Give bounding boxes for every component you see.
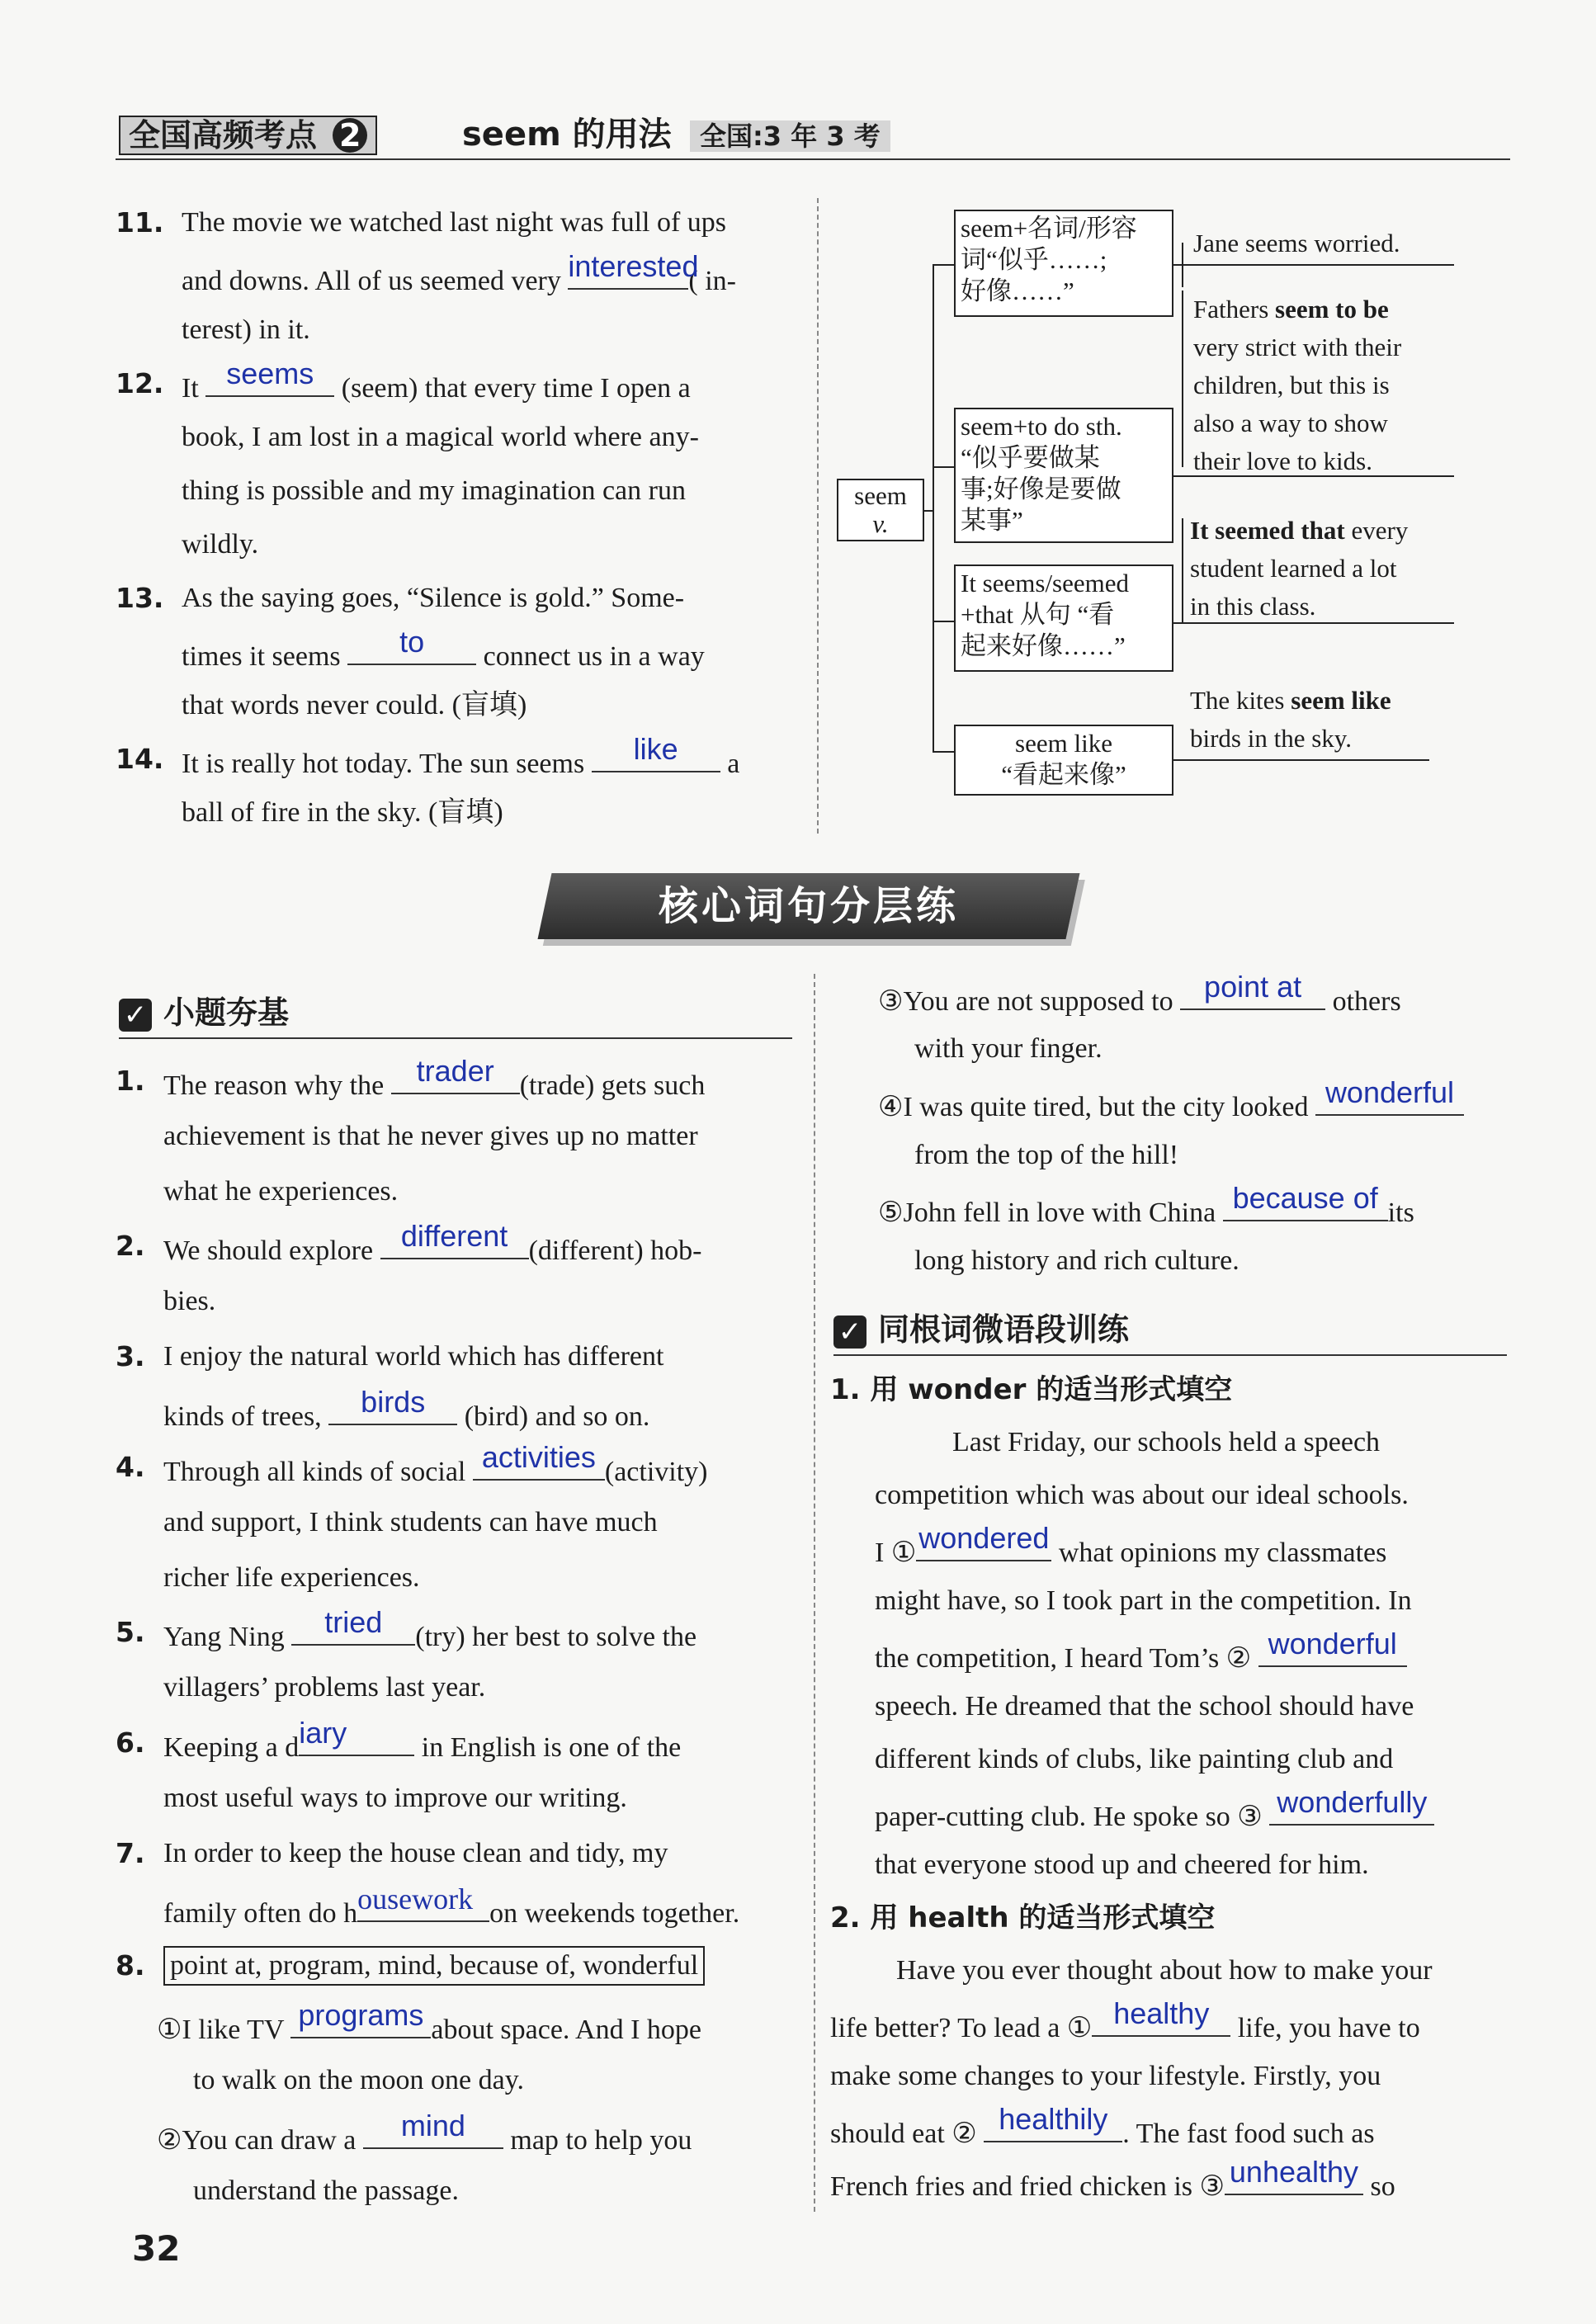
a-q8-s2c: understand the passage. <box>193 2175 459 2206</box>
branch4-ex1: The kites <box>1190 686 1285 715</box>
branch2-ex1-bold: seem to be <box>1275 295 1389 324</box>
a-q8-s1b: about space. And I hope <box>431 2015 702 2045</box>
header-tag <box>119 116 377 155</box>
a-q5-blank[interactable] <box>291 1605 415 1646</box>
b-t1-line3a: I ① <box>875 1538 917 1568</box>
q13-line2a: times it seems <box>182 641 341 672</box>
a-q8-number: 8. <box>116 1949 145 1982</box>
q13-line1: As the saying goes, “Silence is gold.” Some- <box>182 583 685 613</box>
a-q4-line2: and support, I think students can have much <box>163 1507 658 1538</box>
branch1-line2: 词“似乎……; <box>961 245 1107 274</box>
a-q8-s4-answer: wonderful <box>1324 1075 1455 1109</box>
branch1-line3: 好像……” <box>961 276 1074 305</box>
a-q1-line2: achievement is that he never gives up no matter <box>163 1121 698 1151</box>
q11-line2b: ( in- <box>688 266 736 296</box>
section-banner-title: 核心词句分层练 <box>658 883 959 929</box>
q14-answer: like <box>633 732 678 766</box>
a-q8-s5c: long history and rich culture. <box>914 1245 1239 1276</box>
a-q3-line1: I enjoy the natural world which has different <box>163 1341 664 1372</box>
q12-number: 12. <box>116 367 164 399</box>
a-q2-line1b: (different) hob- <box>528 1235 702 1266</box>
a-q8-s5b: its <box>1387 1197 1414 1228</box>
b-t2-line5a: French fries and fried chicken is ③ <box>830 2171 1225 2202</box>
q12-answer: seems <box>226 357 314 390</box>
b-t2-line3: make some changes to your lifestyle. Firstly, you <box>830 2061 1381 2091</box>
branch2-line1: seem+to do sth. <box>961 412 1122 441</box>
a-q4-line1a: Through all kinds of social <box>163 1457 466 1487</box>
b-t1-line1: Last Friday, our schools held a speech <box>952 1427 1381 1457</box>
branch2-line2: “似乎要做某 <box>961 443 1100 472</box>
a-q8-wordbox: point at, program, mind, because of, wonderful <box>163 1946 705 1986</box>
b-t1-answer1: wondered <box>918 1521 1050 1555</box>
a-q8-s1-blank[interactable] <box>290 1998 431 2038</box>
branch4-line2: “看起来像” <box>1001 760 1126 789</box>
q13-blank[interactable] <box>347 625 476 665</box>
a-q5-number: 5. <box>116 1616 145 1648</box>
a-q1-answer: trader <box>416 1054 494 1088</box>
a-q8-s4a: ④I was quite tired, but the city looked <box>878 1092 1309 1122</box>
a-q8-s4c: from the top of the hill! <box>914 1140 1179 1170</box>
q14-number: 14. <box>116 743 164 775</box>
a-q8-s5-answer: because of <box>1232 1181 1378 1215</box>
b-t1-line4: might have, so I took part in the competition. In <box>875 1585 1412 1616</box>
a-q8-s1-answer: programs <box>298 1998 424 2032</box>
branch3-line1: It seems/seemed <box>961 569 1130 598</box>
q11-line3: terest) in it. <box>182 314 310 345</box>
b-t1-line8a: paper-cutting club. He spoke so ③ <box>875 1802 1263 1832</box>
branch3-ex2: student learned a lot <box>1190 554 1397 583</box>
header-topic: seem 的用法 <box>462 116 672 154</box>
branch4-line1: seem like <box>1015 729 1112 758</box>
a-q4-answer: activities <box>481 1440 596 1474</box>
a-q2-blank[interactable] <box>380 1219 529 1259</box>
b-t1-line3b: what opinions my classmates <box>1058 1538 1387 1568</box>
branch2-ex3: children, but this is <box>1193 371 1390 399</box>
a-q4-line3: richer life experiences. <box>163 1562 420 1593</box>
a-q3-line2a: kinds of trees, <box>163 1401 322 1432</box>
q13-number: 13. <box>116 582 164 614</box>
b-t2-answer3: unhealthy <box>1229 2155 1359 2189</box>
branch4-ex2: birds in the sky. <box>1190 724 1353 753</box>
b-t1-line7: different kinds of clubs, like painting club and <box>875 1744 1394 1774</box>
mindmap-root-pos: v. <box>872 509 889 538</box>
b-t1-blank2[interactable] <box>1258 1627 1407 1667</box>
q12-line1a: It <box>182 373 199 404</box>
branch3-line2: +that 从句 “看 <box>961 600 1115 629</box>
branch3-ex1-bold: It seemed that <box>1190 516 1345 545</box>
branch4-ex1-bold: seem like <box>1291 686 1391 715</box>
a-q5-answer: tried <box>324 1605 383 1639</box>
b-t1-heading: 用 wonder 的适当形式填空 <box>870 1373 1233 1406</box>
column-divider-top <box>817 198 819 834</box>
b-t1-blank3[interactable] <box>1269 1785 1434 1826</box>
branch2-ex5: their love to kids. <box>1193 446 1372 475</box>
a-q8-s2-answer: mind <box>400 2109 465 2142</box>
a-q8-s2b: map to help you <box>510 2125 692 2156</box>
header-bar <box>116 112 1510 160</box>
b-t2-answer1: healthy <box>1113 1996 1210 2030</box>
b-t1-line5a: the competition, I heard Tom’s ② <box>875 1643 1252 1674</box>
page-number: 32 <box>132 2228 181 2269</box>
section-a-title: 小题夯基 <box>163 994 290 1031</box>
a-q8-s2a: ②You can draw a <box>157 2125 357 2156</box>
q12-blank[interactable] <box>205 357 334 397</box>
a-q3-answer: birds <box>361 1385 426 1419</box>
a-q4-number: 4. <box>116 1451 145 1483</box>
section-a-title-row <box>119 987 792 1039</box>
a-q8-s3b: others <box>1332 986 1401 1017</box>
q14-line2: ball of fire in the sky. (盲填) <box>182 797 503 828</box>
b-t2-heading: 用 health 的适当形式填空 <box>870 1901 1216 1934</box>
header-tag-text: 全国高频考点 <box>129 117 318 154</box>
a-q8-s2-blank[interactable] <box>363 2109 503 2149</box>
branch2-line4: 某事” <box>961 506 1023 535</box>
a-q7-number: 7. <box>116 1837 145 1869</box>
a-q5-line1a: Yang Ning <box>163 1622 285 1652</box>
q12-line4: wildly. <box>182 529 259 560</box>
q13-line2b: connect us in a way <box>483 641 705 672</box>
a-q6-answer: iary <box>299 1716 347 1750</box>
a-q8-s5a: ⑤John fell in love with China <box>878 1197 1216 1228</box>
a-q6-line1a: Keeping a d <box>163 1732 300 1763</box>
a-q1-number: 1. <box>116 1065 145 1097</box>
b-t2-line4b: . The fast food such as <box>1122 2119 1375 2149</box>
section-b-title-row <box>833 1304 1507 1356</box>
a-q6-line1b: in English is one of the <box>421 1732 682 1763</box>
q14-line1b: a <box>727 749 740 779</box>
a-q1-blank[interactable] <box>391 1054 520 1094</box>
a-q2-line1a: We should explore <box>163 1235 374 1266</box>
a-q8-s1a: ①I like TV <box>157 2015 284 2045</box>
branch2-ex4: also a way to show <box>1193 409 1388 437</box>
a-q7-line2b: on weekends together. <box>489 1898 740 1929</box>
q11-number: 11. <box>116 206 164 239</box>
b-t2-blank3[interactable] <box>1225 2155 1363 2195</box>
a-q8-s5-blank[interactable] <box>1223 1181 1388 1221</box>
branch3-line3: 起来好像……” <box>961 631 1126 660</box>
branch2-line3: 事;好像是要做 <box>961 475 1121 503</box>
branch3-ex3: in this class. <box>1190 592 1316 621</box>
q14-blank[interactable] <box>592 732 720 772</box>
a-q6-number: 6. <box>116 1726 145 1759</box>
branch1-example: Jane seems worried. <box>1193 229 1400 257</box>
a-q3-blank[interactable] <box>328 1385 457 1425</box>
q13-answer: to <box>399 625 425 659</box>
b-t2-line5b: so <box>1370 2171 1395 2202</box>
b-t1-answer3: wonderfully <box>1277 1785 1428 1819</box>
q12-line3: thing is possible and my imagination can run <box>182 475 686 506</box>
branch3-ex1: every <box>1351 516 1409 545</box>
q11-line1: The movie we watched last night was full of ups <box>182 207 727 238</box>
a-q4-blank[interactable] <box>473 1440 605 1481</box>
a-q8-s1c: to walk on the moon one day. <box>193 2065 524 2095</box>
section-b-title: 同根词微语段训练 <box>878 1311 1130 1348</box>
a-q5-line2: villagers’ problems last year. <box>163 1672 486 1703</box>
a-q5-line1b: (try) her best to solve the <box>415 1622 697 1652</box>
a-q2-line2: bies. <box>163 1286 216 1316</box>
b-t1-line2: competition which was about our ideal schools. <box>875 1480 1409 1510</box>
q14-line1a: It is really hot today. The sun seems <box>182 749 585 779</box>
a-q7-line1: In order to keep the house clean and tidy, my <box>163 1838 668 1868</box>
b-t2-blank1[interactable] <box>1092 1996 1230 2037</box>
a-q8-s4-blank[interactable] <box>1315 1075 1464 1116</box>
a-q6-line2: most useful ways to improve our writing. <box>163 1783 627 1813</box>
q11-blank[interactable] <box>568 249 699 290</box>
q11-line2a: and downs. All of us seemed very <box>182 266 561 296</box>
q11-answer: interested <box>568 249 699 283</box>
a-q7-blank[interactable] <box>357 1882 489 1922</box>
column-divider-bottom <box>814 974 815 2212</box>
q12-line2: book, I am lost in a magical world where any- <box>182 422 699 452</box>
a-q2-answer: different <box>400 1219 508 1253</box>
a-q7-line2a: family often do h <box>163 1898 358 1929</box>
b-t2-line4a: should eat ② <box>830 2119 977 2149</box>
mindmap-branch-1 <box>954 210 1173 317</box>
header-note: 全国:3 年 3 考 <box>690 120 890 152</box>
a-q1-line1a: The reason why the <box>163 1070 385 1101</box>
header-tag-number: 2 <box>333 118 367 153</box>
a-q1-line1b: (trade) gets such <box>519 1070 706 1101</box>
b-t2-number: 2. <box>830 1901 861 1934</box>
a-q8-s3c: with your finger. <box>914 1033 1103 1064</box>
b-t2-line2b: life, you have to <box>1237 2013 1420 2043</box>
a-q1-line3: what he experiences. <box>163 1176 399 1207</box>
mindmap-root-word: seem <box>854 481 907 510</box>
a-q6-blank[interactable] <box>299 1716 414 1756</box>
a-q4-line1b: (activity) <box>604 1457 708 1487</box>
b-t1-number: 1. <box>830 1373 861 1406</box>
branch1-line1: seem+名词/形容 <box>961 214 1137 243</box>
b-t1-answer2: wonderful <box>1268 1627 1397 1660</box>
mindmap-branch-2 <box>954 408 1173 543</box>
b-t2-line1: Have you ever thought about how to make your <box>896 1955 1433 1986</box>
mindmap-branch-3 <box>954 564 1173 672</box>
checkmark-icon: ✓ <box>833 1316 866 1349</box>
a-q8-s3-blank[interactable] <box>1180 970 1325 1010</box>
a-q8-s3a: ③You are not supposed to <box>878 986 1173 1017</box>
b-t2-answer2: healthily <box>999 2102 1108 2136</box>
branch2-ex2: very strict with their <box>1193 333 1402 361</box>
checkmark-icon: ✓ <box>119 999 152 1032</box>
q12-line1b: (seem) that every time I open a <box>341 373 691 404</box>
a-q8-s3-answer: point at <box>1204 970 1302 1004</box>
b-t1-line9: that everyone stood up and cheered for him. <box>875 1849 1369 1880</box>
branch2-ex1: Fathers <box>1193 295 1269 324</box>
b-t2-blank2[interactable] <box>984 2102 1122 2142</box>
mindmap-branch-4 <box>954 725 1173 796</box>
a-q2-number: 2. <box>116 1230 145 1262</box>
a-q7-answer: ousework <box>357 1882 474 1915</box>
b-t1-line6: speech. He dreamed that the school should have <box>875 1691 1414 1722</box>
mindmap-root <box>837 479 924 541</box>
b-t1-blank1[interactable] <box>916 1521 1051 1561</box>
a-q3-number: 3. <box>116 1340 145 1372</box>
q13-line3: that words never could. (盲填) <box>182 690 527 720</box>
b-t2-line2a: life better? To lead a ① <box>830 2013 1093 2043</box>
seem-mindmap <box>825 198 1502 809</box>
a-q3-line2b: (bird) and so on. <box>464 1401 650 1432</box>
